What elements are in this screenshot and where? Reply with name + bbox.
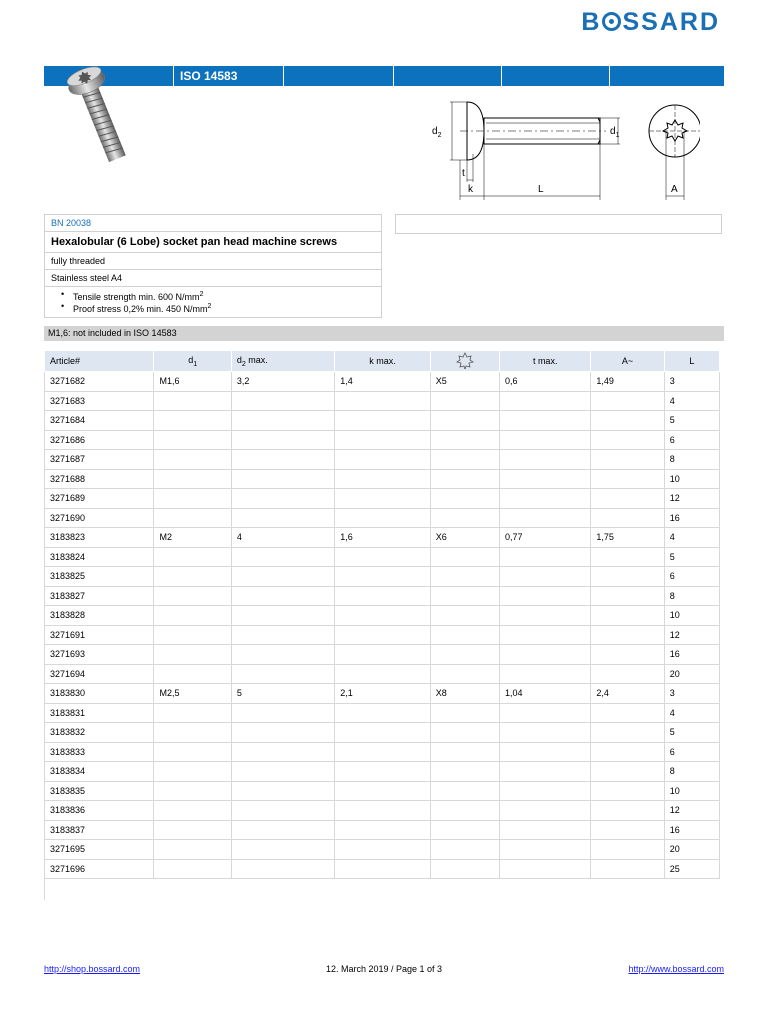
cell-d2	[231, 606, 334, 626]
cell-d2: 5	[231, 684, 334, 704]
cell-l: 16	[664, 820, 719, 840]
cell-l: 5	[664, 547, 719, 567]
cell-k	[335, 820, 430, 840]
cell-k	[335, 606, 430, 626]
cell-l: 10	[664, 781, 719, 801]
cell-d1	[154, 840, 231, 860]
cell-article: 3271682	[45, 372, 154, 392]
technical-drawing	[420, 96, 700, 206]
cell-l: 20	[664, 664, 719, 684]
cell-drive	[430, 762, 499, 782]
cell-drive	[430, 567, 499, 587]
cell-drive	[430, 586, 499, 606]
cell-d2	[231, 625, 334, 645]
cell-k	[335, 664, 430, 684]
cell-a	[591, 391, 664, 411]
cell-article: 3183832	[45, 723, 154, 743]
cell-l: 12	[664, 625, 719, 645]
cell-article: 3183835	[45, 781, 154, 801]
cell-drive	[430, 859, 499, 879]
col-l: L	[664, 351, 719, 372]
dim-k-label: k	[468, 184, 473, 195]
col-k: k max.	[335, 351, 430, 372]
cell-article: 3271686	[45, 430, 154, 450]
cell-t	[500, 508, 591, 528]
cell-article: 3271691	[45, 625, 154, 645]
cell-l: 5	[664, 411, 719, 431]
cell-a	[591, 645, 664, 665]
cell-t	[500, 840, 591, 860]
cell-d2	[231, 664, 334, 684]
table-row	[45, 528, 720, 548]
cell-k	[335, 859, 430, 879]
cell-article: 3271696	[45, 859, 154, 879]
cell-t	[500, 411, 591, 431]
cell-l: 8	[664, 762, 719, 782]
cell-drive	[430, 820, 499, 840]
cell-d1	[154, 450, 231, 470]
cell-a	[591, 703, 664, 723]
cell-article: 3183833	[45, 742, 154, 762]
cell-k	[335, 762, 430, 782]
table-row	[45, 859, 720, 879]
cell-drive	[430, 703, 499, 723]
logo-text-b: B	[581, 8, 602, 36]
cell-d2	[231, 547, 334, 567]
table-row	[45, 723, 720, 743]
cell-k	[335, 625, 430, 645]
table-row	[45, 664, 720, 684]
dim-d1-label: $d_1$	[610, 126, 620, 139]
logo-o-icon	[602, 12, 621, 31]
table-row	[45, 411, 720, 431]
cell-t	[500, 606, 591, 626]
cell-t	[500, 664, 591, 684]
cell-t	[500, 703, 591, 723]
table-row	[45, 840, 720, 860]
cell-t	[500, 859, 591, 879]
cell-a	[591, 781, 664, 801]
cell-d1	[154, 586, 231, 606]
cell-l: 12	[664, 801, 719, 821]
cell-drive	[430, 430, 499, 450]
website-link[interactable]: http://www.bossard.com	[628, 964, 724, 974]
cell-k	[335, 742, 430, 762]
product-info-box	[44, 214, 382, 318]
header-bar-segment	[502, 66, 610, 86]
logo-text-rest: SSARD	[622, 8, 720, 36]
footer-left	[44, 964, 140, 974]
header-bar-segment	[394, 66, 502, 86]
cell-a	[591, 586, 664, 606]
cell-l: 8	[664, 450, 719, 470]
cell-k	[335, 723, 430, 743]
cell-d1	[154, 664, 231, 684]
cell-d1	[154, 703, 231, 723]
cell-d1	[154, 547, 231, 567]
cell-a	[591, 508, 664, 528]
cell-d1: M2,5	[154, 684, 231, 704]
table-row	[45, 781, 720, 801]
cell-k	[335, 781, 430, 801]
cell-drive	[430, 391, 499, 411]
cell-drive	[430, 742, 499, 762]
cell-k	[335, 586, 430, 606]
thread-type: fully threaded	[45, 253, 381, 270]
cell-l: 3	[664, 684, 719, 704]
cell-drive	[430, 625, 499, 645]
bossard-logo	[581, 8, 720, 37]
cell-a	[591, 840, 664, 860]
cell-drive	[430, 840, 499, 860]
cell-d1	[154, 820, 231, 840]
cell-t: 0,77	[500, 528, 591, 548]
cell-d1	[154, 430, 231, 450]
cell-k: 1,4	[335, 372, 430, 392]
cell-t	[500, 723, 591, 743]
cell-t	[500, 450, 591, 470]
mechanical-properties	[45, 287, 381, 317]
cell-a: 2,4	[591, 684, 664, 704]
cell-l: 6	[664, 742, 719, 762]
cell-l: 20	[664, 840, 719, 860]
cell-article: 3183823	[45, 528, 154, 548]
header-bar-segment	[284, 66, 394, 86]
cell-article: 3271695	[45, 840, 154, 860]
cell-a: 1,49	[591, 372, 664, 392]
cell-d2: 3,2	[231, 372, 334, 392]
cell-d1	[154, 411, 231, 431]
shop-link[interactable]: http://shop.bossard.com	[44, 964, 141, 974]
table-body	[45, 372, 720, 879]
cell-l: 4	[664, 528, 719, 548]
cell-article: 3271690	[45, 508, 154, 528]
cell-t	[500, 781, 591, 801]
cell-l: 6	[664, 430, 719, 450]
cell-d1	[154, 859, 231, 879]
cell-a	[591, 450, 664, 470]
cell-t: 0,6	[500, 372, 591, 392]
tensile-strength: • Tensile strength min. 600 $N/mm^2$	[73, 290, 375, 302]
footer-right	[628, 964, 724, 974]
cell-d2: 4	[231, 528, 334, 548]
cell-d2	[231, 723, 334, 743]
cell-drive: X5	[430, 372, 499, 392]
table-row	[45, 820, 720, 840]
table-row	[45, 645, 720, 665]
cell-d2	[231, 430, 334, 450]
note-bar: M1,6: not included in ISO 14583	[44, 326, 724, 341]
cell-k	[335, 645, 430, 665]
cell-drive	[430, 508, 499, 528]
cell-d2	[231, 820, 334, 840]
cell-l: 4	[664, 703, 719, 723]
cell-a	[591, 664, 664, 684]
cell-a	[591, 742, 664, 762]
header-bar-segment	[610, 66, 724, 86]
cell-d1	[154, 645, 231, 665]
cell-d2	[231, 762, 334, 782]
cell-d1	[154, 781, 231, 801]
cell-l: 16	[664, 645, 719, 665]
table-row	[45, 372, 720, 392]
cell-a	[591, 606, 664, 626]
cell-a	[591, 489, 664, 509]
cell-drive: X8	[430, 684, 499, 704]
cell-a	[591, 723, 664, 743]
cell-article: 3271694	[45, 664, 154, 684]
cell-article: 3271687	[45, 450, 154, 470]
table-row	[45, 567, 720, 587]
cell-d2	[231, 840, 334, 860]
cell-l: 10	[664, 469, 719, 489]
col-article: Article#	[45, 351, 154, 372]
cell-article: 3183830	[45, 684, 154, 704]
cell-l: 8	[664, 586, 719, 606]
col-drive	[430, 351, 499, 372]
cell-l: 3	[664, 372, 719, 392]
cell-a	[591, 567, 664, 587]
cell-article: 3183837	[45, 820, 154, 840]
cell-l: 4	[664, 391, 719, 411]
cell-drive	[430, 801, 499, 821]
cell-d1	[154, 567, 231, 587]
cell-t	[500, 547, 591, 567]
cell-drive	[430, 781, 499, 801]
dim-l-label: L	[538, 184, 544, 195]
empty-info-box	[395, 214, 722, 234]
cell-a	[591, 820, 664, 840]
cell-a	[591, 469, 664, 489]
cell-drive	[430, 645, 499, 665]
cell-k	[335, 547, 430, 567]
cell-k: 2,1	[335, 684, 430, 704]
cell-drive: X6	[430, 528, 499, 548]
table-row	[45, 391, 720, 411]
cell-d2	[231, 703, 334, 723]
cell-l: 16	[664, 508, 719, 528]
cell-a	[591, 859, 664, 879]
cell-article: 3271693	[45, 645, 154, 665]
cell-k	[335, 411, 430, 431]
cell-d2	[231, 391, 334, 411]
cell-article: 3183836	[45, 801, 154, 821]
cell-d1: M2	[154, 528, 231, 548]
cell-k	[335, 450, 430, 470]
table-row	[45, 508, 720, 528]
product-description: Hexalobular (6 Lobe) socket pan head machine screws	[45, 232, 381, 253]
hexalobular-drive-icon	[456, 351, 474, 369]
cell-k: 1,6	[335, 528, 430, 548]
cell-article: 3183824	[45, 547, 154, 567]
cell-d1	[154, 606, 231, 626]
cell-d2	[231, 645, 334, 665]
cell-t	[500, 820, 591, 840]
cell-article: 3271683	[45, 391, 154, 411]
cell-drive	[430, 723, 499, 743]
screw-product-image	[60, 58, 140, 168]
dim-t-label: t	[462, 168, 465, 179]
col-t: t max.	[500, 351, 591, 372]
cell-drive	[430, 547, 499, 567]
cell-l: 12	[664, 489, 719, 509]
cell-drive	[430, 450, 499, 470]
table-row	[45, 801, 720, 821]
cell-l: 25	[664, 859, 719, 879]
cell-d2	[231, 742, 334, 762]
cell-d2	[231, 469, 334, 489]
material: Stainless steel A4	[45, 270, 381, 287]
cell-article: 3183831	[45, 703, 154, 723]
cell-d2	[231, 801, 334, 821]
proof-stress: • Proof stress 0,2% min. 450 $N/mm^2$	[73, 302, 375, 314]
table-row	[45, 625, 720, 645]
cell-t	[500, 801, 591, 821]
cell-article: 3183827	[45, 586, 154, 606]
cell-d2	[231, 489, 334, 509]
cell-d1	[154, 508, 231, 528]
bn-number[interactable]: BN 20038	[45, 215, 381, 232]
cell-drive	[430, 606, 499, 626]
table-row	[45, 586, 720, 606]
cell-k	[335, 469, 430, 489]
cell-k	[335, 567, 430, 587]
col-a: A~	[591, 351, 664, 372]
cell-d1: M1,6	[154, 372, 231, 392]
cell-t	[500, 567, 591, 587]
col-d2: $d_2$ max.	[231, 351, 334, 372]
cell-k	[335, 508, 430, 528]
cell-t	[500, 586, 591, 606]
cell-d2	[231, 586, 334, 606]
table-row	[45, 450, 720, 470]
cell-k	[335, 703, 430, 723]
cell-article: 3271689	[45, 489, 154, 509]
standard-title: ISO 14583	[174, 66, 284, 86]
article-table	[44, 350, 720, 879]
cell-d2	[231, 781, 334, 801]
cell-drive	[430, 489, 499, 509]
cell-t	[500, 469, 591, 489]
cell-a	[591, 547, 664, 567]
cell-t	[500, 489, 591, 509]
cell-k	[335, 489, 430, 509]
cell-d2	[231, 411, 334, 431]
cell-drive	[430, 469, 499, 489]
cell-a	[591, 411, 664, 431]
cell-t	[500, 625, 591, 645]
cell-l: 5	[664, 723, 719, 743]
cell-t	[500, 430, 591, 450]
cell-drive	[430, 411, 499, 431]
cell-k	[335, 840, 430, 860]
cell-a	[591, 625, 664, 645]
cell-t	[500, 391, 591, 411]
table-row	[45, 742, 720, 762]
table-row	[45, 762, 720, 782]
cell-d1	[154, 469, 231, 489]
table-row	[45, 489, 720, 509]
cell-a	[591, 430, 664, 450]
table-row	[45, 547, 720, 567]
cell-d2	[231, 508, 334, 528]
cell-k	[335, 430, 430, 450]
cell-article: 3271688	[45, 469, 154, 489]
cell-article: 3183834	[45, 762, 154, 782]
cell-d2	[231, 450, 334, 470]
dim-d2-label: $d_2$	[432, 126, 442, 139]
cell-l: 6	[664, 567, 719, 587]
cell-article: 3183828	[45, 606, 154, 626]
table-row	[45, 469, 720, 489]
table-header-row	[45, 351, 720, 372]
cell-drive	[430, 664, 499, 684]
table-row	[45, 606, 720, 626]
footer-page-info: 12. March 2019 / Page 1 of 3	[325, 964, 443, 974]
table-row	[45, 703, 720, 723]
cell-d1	[154, 489, 231, 509]
col-d1: $d_1$	[154, 351, 231, 372]
cell-d1	[154, 762, 231, 782]
cell-t	[500, 645, 591, 665]
cell-l: 10	[664, 606, 719, 626]
cell-article: 3183825	[45, 567, 154, 587]
cell-a	[591, 801, 664, 821]
cell-t	[500, 742, 591, 762]
dim-a-label: A	[671, 184, 678, 195]
cell-a	[591, 762, 664, 782]
cell-d1	[154, 391, 231, 411]
cell-k	[335, 801, 430, 821]
cell-d2	[231, 859, 334, 879]
cell-d2	[231, 567, 334, 587]
table-row	[45, 430, 720, 450]
cell-d1	[154, 625, 231, 645]
cell-d1	[154, 742, 231, 762]
header-bar	[44, 66, 724, 86]
cell-d1	[154, 723, 231, 743]
cell-t	[500, 762, 591, 782]
cell-k	[335, 391, 430, 411]
table-row	[45, 684, 720, 704]
cell-a: 1,75	[591, 528, 664, 548]
cell-article: 3271684	[45, 411, 154, 431]
cell-t: 1,04	[500, 684, 591, 704]
cell-d1	[154, 801, 231, 821]
